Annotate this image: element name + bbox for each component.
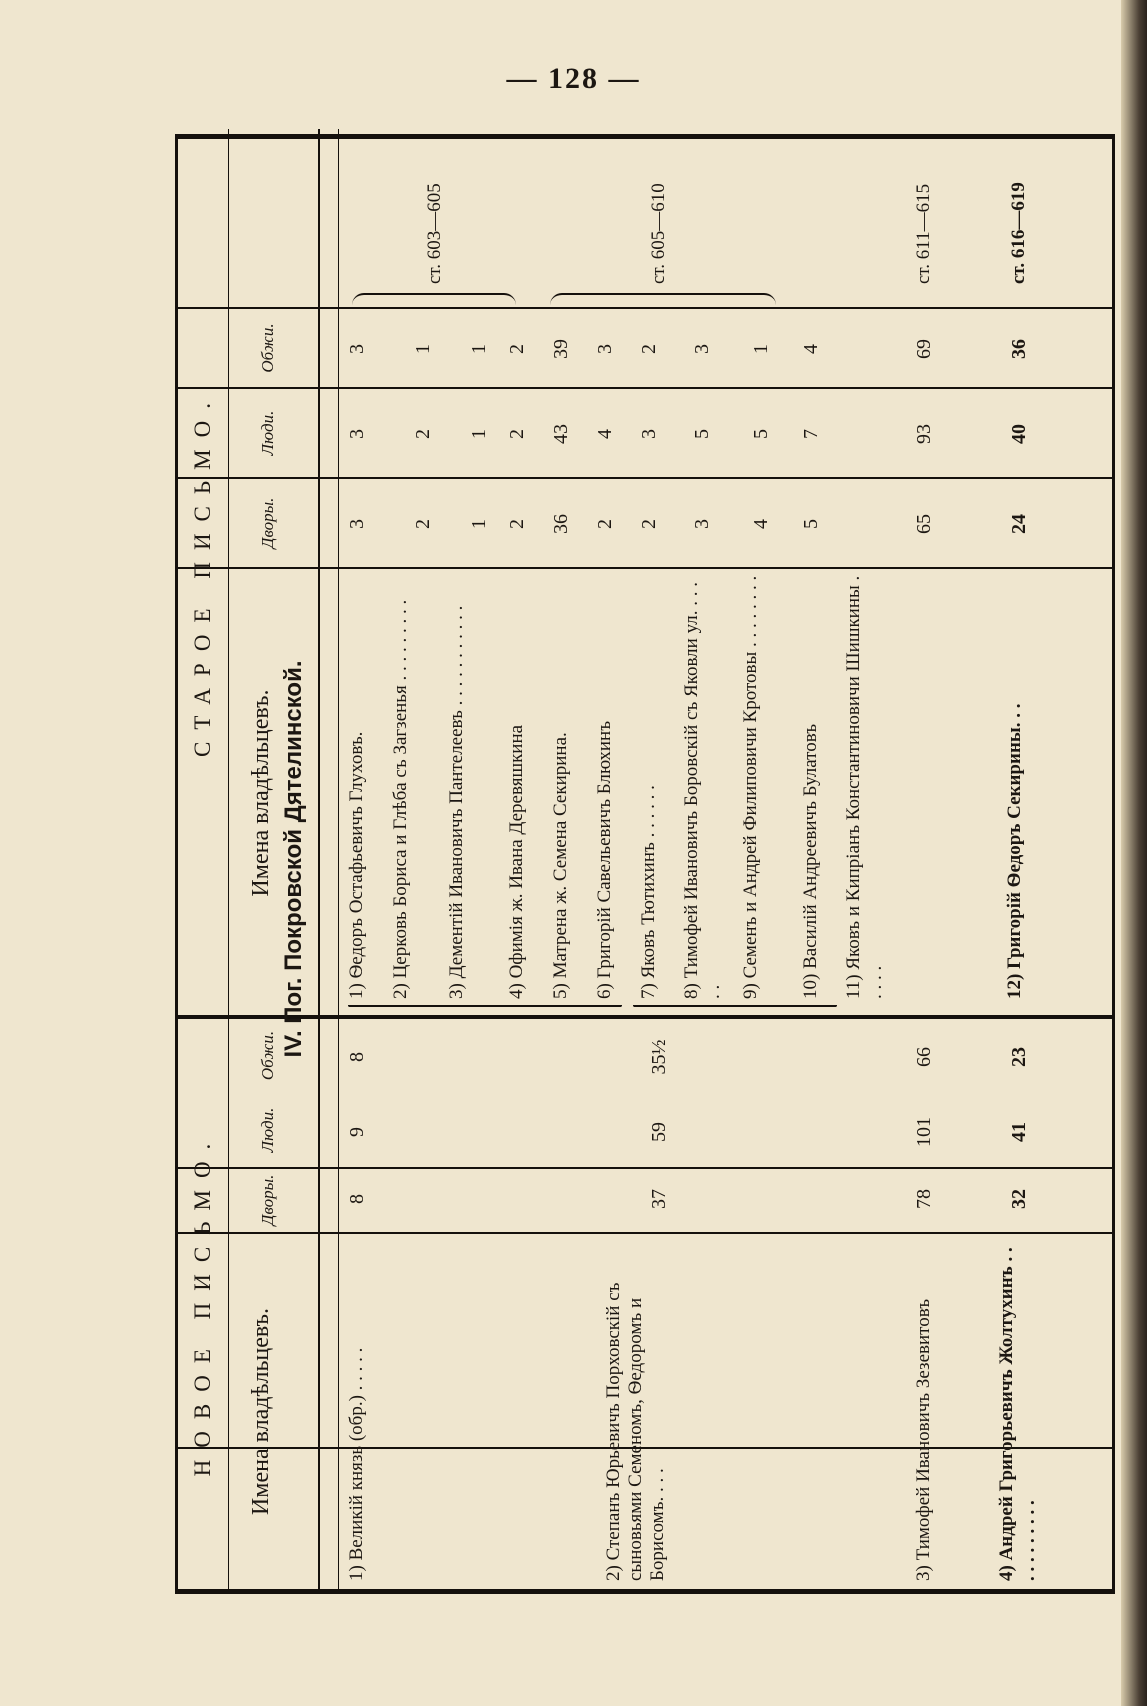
new-letter-title: НОВОЕ ПИСЬМО. xyxy=(190,1131,215,1477)
old-row-4-lyudi: 2 xyxy=(506,429,528,439)
old-row-5-obzhi: 39 xyxy=(550,339,572,359)
new-lyudi-header: Люди. xyxy=(258,1107,277,1153)
land-register-table xyxy=(175,134,1115,1594)
old-row-7-lyudi: 3 xyxy=(638,429,660,439)
old-letter-title: СТАРОЕ ПИСЬМО. xyxy=(190,391,215,757)
page-edge xyxy=(1121,0,1147,1706)
old-row-8-lyudi: 5 xyxy=(691,429,713,439)
old-row-9-name: 9) Семенъ и Андрей Филиповичи Кротовы . . . . . . . . xyxy=(740,575,761,999)
brace-new-2 xyxy=(633,1005,837,1007)
old-row-12-lyudi: 40 xyxy=(1008,424,1030,444)
new-owners-header: Имена владѣльцевъ. xyxy=(248,1307,274,1516)
old-row-3-lyudi: 1 xyxy=(468,429,490,439)
new-row-3-lyudi: 101 xyxy=(913,1117,935,1147)
old-row-10-dvory: 5 xyxy=(800,519,822,529)
old-row-6-dvory: 2 xyxy=(594,519,616,529)
old-row-11-name: 11) Яковъ и Кипріанъ Константиновичи Шишкины . . . . . xyxy=(843,575,886,999)
old-row-2-lyudi: 2 xyxy=(412,429,434,439)
new-row-2-obzhi: 35½ xyxy=(648,1039,670,1075)
new-row-4-obzhi: 23 xyxy=(1008,1047,1030,1067)
new-row-1-lyudi: 9 xyxy=(346,1127,368,1137)
new-row-1-dvory: 8 xyxy=(346,1194,368,1204)
old-row-10-name: 10) Василій Андреевичъ Булатовъ xyxy=(800,723,821,999)
new-row-4-lyudi: 41 xyxy=(1008,1122,1030,1142)
brace-old-1 xyxy=(352,293,516,307)
old-row-11-lyudi: 93 xyxy=(913,424,935,444)
old-row-1-lyudi: 3 xyxy=(346,429,368,439)
old-obzhi-header: Обжи. xyxy=(258,323,277,373)
old-row-8-name: 8) Тимофей Ивановичъ Боровскій съ Яковли ул. . . . . . xyxy=(681,582,724,999)
old-row-1-obzhi: 3 xyxy=(346,344,368,354)
new-row-4-dvory: 32 xyxy=(1008,1189,1030,1209)
brace-old-2 xyxy=(550,293,776,307)
old-row-2-obzhi: 1 xyxy=(412,344,434,354)
old-row-7-name: 7) Яковъ Тютихинъ . . . . . . xyxy=(638,785,659,999)
new-row-2-lyudi: 59 xyxy=(648,1122,670,1142)
ref-3: ст. 611—615 xyxy=(913,183,934,284)
old-row-5-name: 5) Матрена ж. Семена Секирина. xyxy=(550,732,571,999)
old-row-4-obzhi: 2 xyxy=(506,344,528,354)
old-row-8-obzhi: 3 xyxy=(691,344,713,354)
old-row-10-obzhi: 4 xyxy=(800,344,822,354)
old-row-6-name: 6) Григорій Савельевичъ Блюхинъ xyxy=(594,720,615,999)
old-row-12-name: 12) Григорій Ѳедоръ Секирины. . . xyxy=(1004,703,1025,999)
old-row-3-obzhi: 1 xyxy=(468,344,490,354)
old-row-1-dvory: 3 xyxy=(346,519,368,529)
old-row-10-lyudi: 7 xyxy=(800,429,822,439)
old-row-12-obzhi: 36 xyxy=(1008,339,1030,359)
old-row-3-name: 3) Дементій Ивановичъ Пантелеевъ . . . . . . . . . . . xyxy=(446,605,467,999)
old-row-4-name: 4) Офимія ж. Ивана Деревяшкина xyxy=(506,724,527,999)
old-row-4-dvory: 2 xyxy=(506,519,528,529)
new-row-2-name: 2) Степанъ Юрьевичъ Порховскій съ сыновьями Семеномъ, Ѳедоромъ и Борисомъ. . . . xyxy=(603,1282,668,1581)
old-dvory-header: Дворы. xyxy=(258,497,277,549)
new-row-3-dvory: 78 xyxy=(913,1189,935,1209)
rotated-table-stage xyxy=(175,134,1115,1594)
old-row-6-lyudi: 4 xyxy=(594,429,616,439)
new-row-3-obzhi: 66 xyxy=(913,1047,935,1067)
ref-4: ст. 616—619 xyxy=(1008,182,1029,284)
old-row-9-obzhi: 1 xyxy=(750,344,772,354)
old-row-9-dvory: 4 xyxy=(750,519,772,529)
old-row-11-dvory: 65 xyxy=(913,514,935,534)
ref-2: ст. 605—610 xyxy=(648,183,669,284)
old-row-1-name: 1) Ѳедоръ Остафьевичъ Глуховъ. xyxy=(346,731,367,999)
new-dvory-header: Дворы. xyxy=(258,1174,277,1226)
old-owners-header: Имена владѣльцевъ. xyxy=(248,689,274,897)
new-row-2-dvory: 37 xyxy=(648,1189,670,1209)
old-row-5-dvory: 36 xyxy=(550,514,572,534)
old-row-6-obzhi: 3 xyxy=(594,344,616,354)
ref-1: ст. 603—605 xyxy=(424,183,445,284)
new-obzhi-header: Обжи. xyxy=(258,1030,277,1081)
new-row-1-obzhi: 8 xyxy=(346,1052,368,1062)
new-row-3-name: 3) Тимофей Ивановичъ Зезевитовъ xyxy=(913,1298,934,1581)
old-row-9-lyudi: 5 xyxy=(750,429,772,439)
old-row-5-lyudi: 43 xyxy=(550,424,572,444)
section-title: IV. Пог. Покровской Дятелинской. xyxy=(280,660,307,1058)
brace-new-1 xyxy=(348,1005,622,1007)
old-row-11-obzhi: 69 xyxy=(913,339,935,359)
old-row-8-dvory: 3 xyxy=(691,519,713,529)
old-row-2-name: 2) Церковь Бориса и Глѣба съ Загзенья . . . . . . . . . xyxy=(390,599,411,999)
new-row-4-name: 4) Андрей Григорьевичъ Жолтухинъ . . . . . . . . . . . xyxy=(996,1247,1039,1581)
old-row-7-obzhi: 2 xyxy=(638,344,660,354)
old-row-12-dvory: 24 xyxy=(1008,514,1030,534)
old-row-7-dvory: 2 xyxy=(638,519,660,529)
new-row-1-name: 1) Великій князь (обр.) . . . . . xyxy=(346,1347,367,1581)
old-lyudi-header: Люди. xyxy=(258,410,277,456)
old-row-3-dvory: 1 xyxy=(468,519,490,529)
page-number: — 128 — xyxy=(506,62,641,95)
old-row-2-dvory: 2 xyxy=(412,519,434,529)
